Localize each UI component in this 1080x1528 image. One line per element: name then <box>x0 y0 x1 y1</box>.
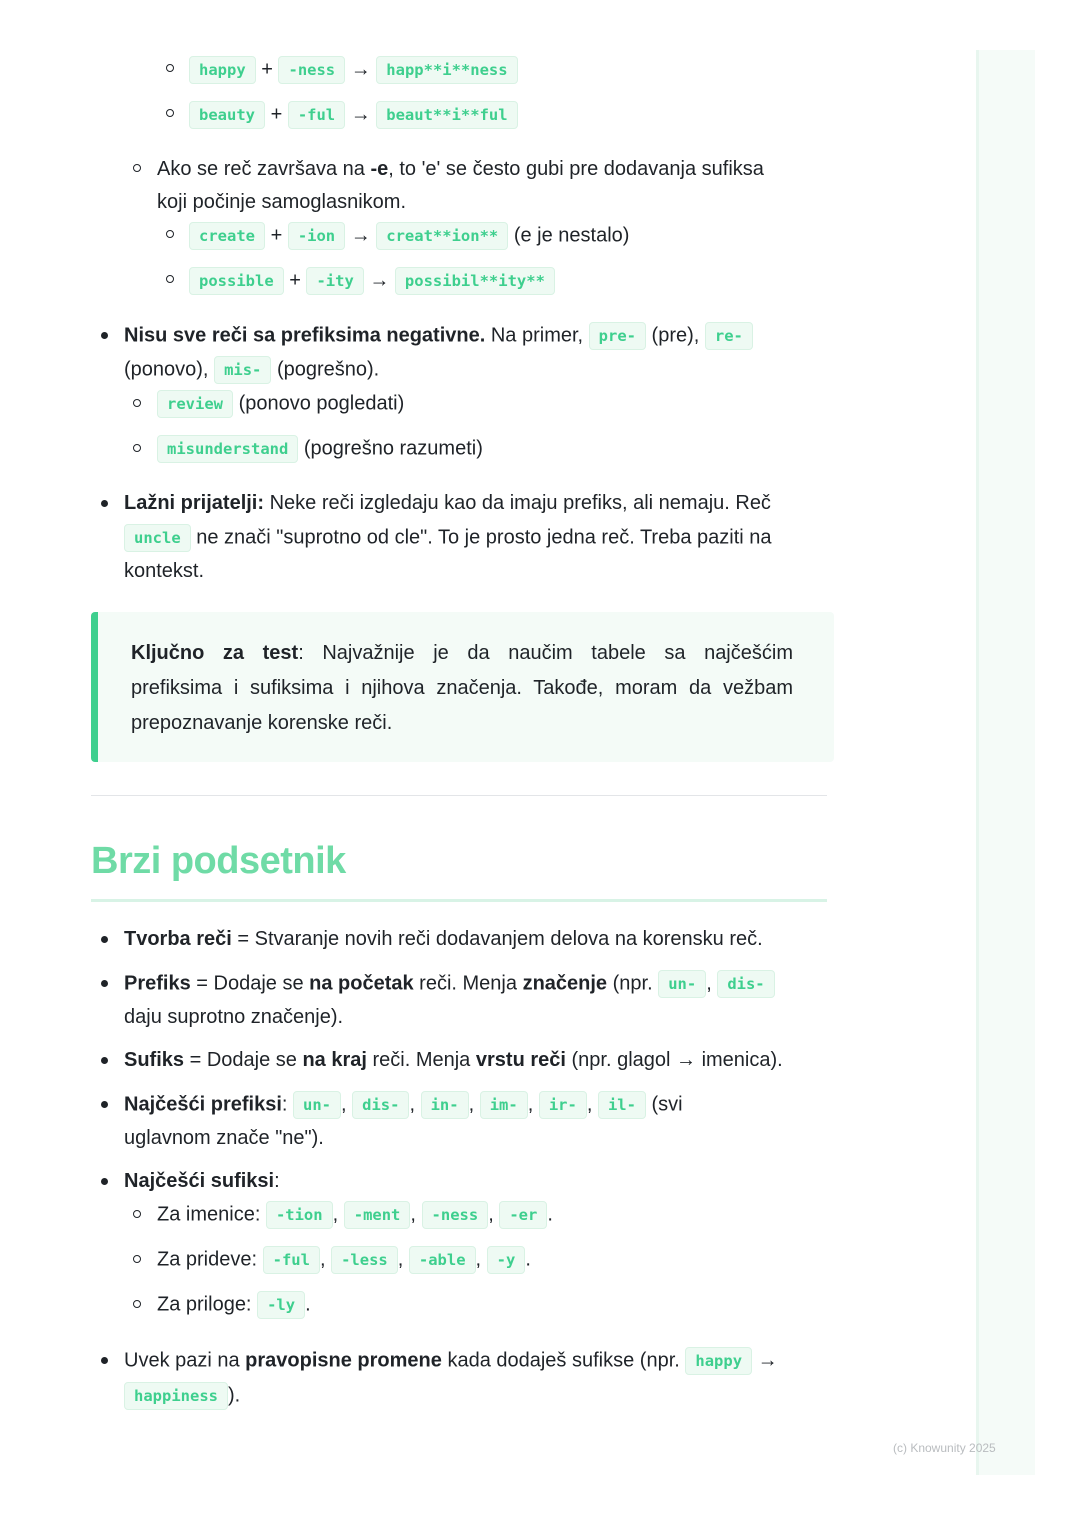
code-re: re- <box>705 322 753 350</box>
bullet-ring <box>133 399 141 407</box>
summary-spelling-line1: Uvek pazi na pravopisne promene kada dodaješ sufikse (npr. happy → <box>124 1347 778 1375</box>
code-dis: dis- <box>717 970 774 998</box>
bullet-ring <box>133 1255 141 1263</box>
code-result: creat**ion** <box>376 222 508 250</box>
arrow: → <box>350 224 371 247</box>
summary-common-prefixes-line1: Najčešći prefiksi: un- , dis- , in- , im- , ir- , il- (svi <box>124 1091 683 1119</box>
code-suffix: -ly <box>257 1291 305 1319</box>
code-result: beaut**i**ful <box>376 101 517 129</box>
bullet-ring <box>166 64 174 72</box>
code-suffix: -er <box>499 1201 547 1229</box>
bullet-dot <box>101 1057 108 1064</box>
note-line2: prefiksima i sufiksima i njihova značenja. Takođe, moram da vežbam <box>131 677 793 699</box>
example-happy: happy + -ness → happ**i**ness <box>189 56 518 84</box>
rule-e-line2: koji počinje samoglasnikom. <box>157 191 407 213</box>
bullet-ring <box>166 109 174 117</box>
code-prefix: in- <box>421 1091 469 1119</box>
note-line3: prepoznavanje korenske reči. <box>131 712 393 734</box>
code-word: create <box>189 222 265 250</box>
code-review: review <box>157 390 233 418</box>
bullet-dot <box>101 936 108 943</box>
copyright-footer: (c) Knowunity 2025 <box>893 1441 996 1455</box>
code-prefix: ir- <box>539 1091 587 1119</box>
example-create: create + -ion → creat**ion** (e je nestalo) <box>189 222 629 250</box>
rule-e-line1: Ako se reč završava na -e, to 'e' se često gubi pre dodavanja sufiksa <box>157 158 764 180</box>
bullet-ring <box>133 1210 141 1218</box>
code-suffix: -ness <box>278 56 345 84</box>
code-happiness: happiness <box>124 1382 228 1410</box>
example-possible: possible + -ity → possibil**ity** <box>189 267 555 295</box>
code-suffix: -able <box>409 1246 476 1274</box>
false-friends-line3: kontekst. <box>124 560 205 582</box>
prefix-negative-line2: (ponovo), mis- (pogrešno). <box>124 356 379 384</box>
code-uncle: uncle <box>124 524 191 552</box>
arrow: → <box>369 269 390 292</box>
suffix-group-nouns: Za imenice: -tion , -ment , -ness , -er . <box>157 1201 553 1229</box>
code-suffix: -ness <box>422 1201 489 1229</box>
arrow: → <box>350 58 371 81</box>
section-title: Brzi podsetnik <box>91 840 346 882</box>
bullet-dot <box>101 500 108 507</box>
code-prefix: im- <box>480 1091 528 1119</box>
arrow: → <box>350 103 371 126</box>
code-mis: mis- <box>214 356 271 384</box>
bullet-dot <box>101 980 108 987</box>
code-prefix: dis- <box>352 1091 409 1119</box>
bullet-dot <box>101 332 108 339</box>
bullet-dot <box>101 1178 108 1185</box>
code-suffix: -less <box>331 1246 398 1274</box>
code-suffix: -ful <box>288 101 345 129</box>
code-word: possible <box>189 267 284 295</box>
bullet-ring <box>133 1300 141 1308</box>
arrow: → <box>757 1349 778 1372</box>
bullet-dot <box>101 1357 108 1364</box>
code-un: un- <box>658 970 706 998</box>
code-pre: pre- <box>589 322 646 350</box>
code-suffix: -ion <box>288 222 345 250</box>
bullet-ring <box>133 444 141 452</box>
code-word: happy <box>189 56 256 84</box>
example-misunderstand: misunderstand (pogrešno razumeti) <box>157 435 483 463</box>
code-misunderstand: misunderstand <box>157 435 298 463</box>
summary-common-prefixes-line2: uglavnom znače "ne"). <box>124 1127 324 1149</box>
divider <box>91 795 827 796</box>
example-beauty: beauty + -ful → beaut**i**ful <box>189 101 518 129</box>
summary-word-formation: Tvorba reči = Stvaranje novih reči dodavanjem delova na korensku reč. <box>124 928 763 950</box>
code-result: possibil**ity** <box>395 267 555 295</box>
suffix-group-adverbs: Za priloge: -ly . <box>157 1291 311 1319</box>
bullet-ring <box>133 164 141 172</box>
example-note: (e je nestalo) <box>513 224 630 247</box>
side-strip <box>976 50 1035 1475</box>
code-word: beauty <box>189 101 265 129</box>
summary-suffix: Sufiks = Dodaje se na kraj reči. Menja vrstu reči (npr. glagol → imenica). <box>124 1049 783 1071</box>
summary-prefix-line1: Prefiks = Dodaje se na početak reči. Menja značenje (npr. un- , dis- <box>124 970 775 998</box>
false-friends-line1: Lažni prijatelji: Neke reči izgledaju kao da imaju prefiks, ali nemaju. Reč <box>124 492 771 514</box>
false-friends-line2: uncle ne znači "suprotno od cle". To je prosto jedna reč. Treba paziti na <box>124 524 772 552</box>
example-review: review (ponovo pogledati) <box>157 390 404 418</box>
code-suffix: -ity <box>306 267 363 295</box>
summary-prefix-line2: daju suprotno značenje). <box>124 1006 344 1028</box>
summary-spelling-line2: happiness ). <box>124 1382 240 1410</box>
note-line1: Ključno za test: Najvažnije je da naučim tabele sa najčešćim <box>131 642 793 664</box>
code-suffix: -ment <box>344 1201 411 1229</box>
suffix-group-adjectives: Za prideve: -ful , -less , -able , -y . <box>157 1246 531 1274</box>
bullet-dot <box>101 1101 108 1108</box>
code-result: happ**i**ness <box>376 56 517 84</box>
prefix-negative-line1: Nisu sve reči sa prefiksima negativne. Na primer, pre- (pre), re- <box>124 322 753 350</box>
summary-common-suffixes: Najčešći sufiksi: <box>124 1170 280 1192</box>
bullet-ring <box>166 275 174 283</box>
code-happy: happy <box>685 1347 752 1375</box>
code-suffix: -y <box>487 1246 526 1274</box>
code-prefix: il- <box>598 1091 646 1119</box>
bullet-ring <box>166 230 174 238</box>
code-prefix: un- <box>293 1091 341 1119</box>
title-underline <box>91 899 827 902</box>
code-suffix: -tion <box>266 1201 333 1229</box>
code-suffix: -ful <box>263 1246 320 1274</box>
